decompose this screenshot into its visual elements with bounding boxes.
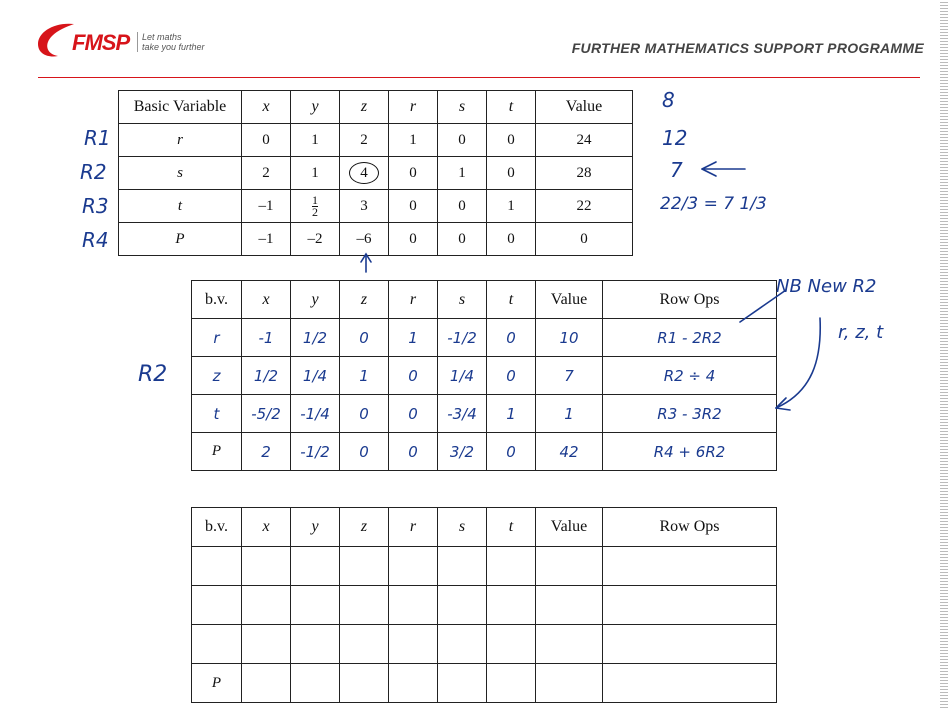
cell: [291, 586, 340, 625]
row-op: R1 - 2R2: [603, 319, 777, 357]
cell: 1: [389, 124, 438, 157]
cell: 2: [242, 433, 291, 471]
cell: [438, 586, 487, 625]
initial-simplex-tableau: [118, 90, 633, 256]
column-header: Row Ops: [603, 508, 777, 547]
cell: [389, 664, 438, 703]
table-row: [119, 190, 633, 223]
row-label-annotation: R2: [80, 160, 107, 184]
cell: 0: [487, 357, 536, 395]
cell: [291, 547, 340, 586]
ratio-annotation: 12: [662, 126, 688, 150]
table-row: [119, 124, 633, 157]
cell: [242, 586, 291, 625]
row-op: R4 + 6R2: [603, 433, 777, 471]
cell: 1: [487, 395, 536, 433]
basic-variable: s: [119, 157, 242, 190]
cell: [536, 547, 603, 586]
column-header: s: [438, 91, 487, 124]
table-row: [192, 625, 777, 664]
cell: 1: [438, 157, 487, 190]
cell: 0: [438, 223, 487, 256]
cell: 7: [536, 357, 603, 395]
cell: [487, 625, 536, 664]
basic-variable: z: [192, 357, 242, 395]
cell: [340, 547, 389, 586]
ratio-annotation: 22/3 = 7 1/3: [660, 194, 767, 214]
cell: [340, 625, 389, 664]
cell: 0: [340, 319, 389, 357]
cell: 0: [487, 124, 536, 157]
cell: 0: [389, 357, 438, 395]
table-row: [192, 395, 777, 433]
cell: 2: [242, 157, 291, 190]
cell: [291, 190, 340, 223]
cell: -1/2: [291, 433, 340, 471]
cell: [603, 664, 777, 703]
column-header: Value: [536, 508, 603, 547]
cell: 0: [487, 157, 536, 190]
cell: 0: [389, 157, 438, 190]
cell: 24: [536, 124, 633, 157]
header-divider: [38, 77, 920, 78]
cell: 1/4: [291, 357, 340, 395]
column-header: x: [242, 91, 291, 124]
cell: -3/4: [438, 395, 487, 433]
scrollbar[interactable]: [940, 0, 948, 708]
basis-annotation: r, z, t: [838, 322, 884, 343]
cell: 22: [536, 190, 633, 223]
cell: [603, 625, 777, 664]
logo-tagline: Let maths take you further: [137, 32, 205, 52]
basic-variable: P: [119, 223, 242, 256]
cell: [340, 664, 389, 703]
selected-row-arrow-icon: [702, 162, 745, 176]
programme-title: FURTHER MATHEMATICS SUPPORT PROGRAMME: [571, 40, 924, 56]
page-header: [0, 0, 948, 80]
column-header: t: [487, 91, 536, 124]
column-header: y: [291, 281, 340, 319]
column-header: Value: [536, 281, 603, 319]
column-header: s: [438, 508, 487, 547]
cell: –1: [242, 223, 291, 256]
row-label-annotation: R3: [82, 194, 109, 218]
cell: 0: [389, 190, 438, 223]
pivot-cell: [340, 157, 389, 190]
column-header: Value: [536, 91, 633, 124]
cell: –1: [242, 190, 291, 223]
table-row: [192, 319, 777, 357]
cell: 1: [389, 319, 438, 357]
cell: 1: [487, 190, 536, 223]
curved-arrow-icon: [776, 318, 820, 410]
column-header: x: [242, 508, 291, 547]
fraction: $\frac{1}{2}$: [312, 192, 318, 219]
column-header: r: [389, 281, 438, 319]
cell: 0: [340, 395, 389, 433]
cell: 0: [536, 223, 633, 256]
table-row: [192, 357, 777, 395]
cell: [291, 664, 340, 703]
cell: 1/2: [291, 319, 340, 357]
column-header: s: [438, 281, 487, 319]
cell: 0: [340, 433, 389, 471]
cell: [487, 664, 536, 703]
column-header: z: [340, 281, 389, 319]
table-row: [192, 586, 777, 625]
basic-variable: t: [119, 190, 242, 223]
column-header: z: [340, 508, 389, 547]
cell: 28: [536, 157, 633, 190]
cell: -5/2: [242, 395, 291, 433]
cell: [389, 625, 438, 664]
basic-variable: r: [192, 319, 242, 357]
column-header: t: [487, 281, 536, 319]
cell: 1: [291, 124, 340, 157]
cell: 1: [536, 395, 603, 433]
cell: [389, 547, 438, 586]
cell: 1: [291, 157, 340, 190]
row-op: R2 ÷ 4: [603, 357, 777, 395]
cell: 10: [536, 319, 603, 357]
cell: [340, 586, 389, 625]
second-simplex-tableau: [191, 280, 777, 471]
basic-variable: P: [192, 433, 242, 471]
basic-variable: t: [192, 395, 242, 433]
pivot-circle: 4: [349, 162, 379, 184]
cell: 0: [487, 319, 536, 357]
table-row: [119, 223, 633, 256]
basic-variable: P: [192, 664, 242, 703]
cell: [242, 625, 291, 664]
cell: 0: [438, 190, 487, 223]
cell: [242, 547, 291, 586]
column-header: z: [340, 91, 389, 124]
cell: 0: [487, 433, 536, 471]
cell: -1/2: [438, 319, 487, 357]
cell: 1: [340, 357, 389, 395]
blank-simplex-tableau: [191, 507, 777, 703]
cell: 3: [340, 190, 389, 223]
table-header-row: [192, 508, 777, 547]
column-header: Basic Variable: [119, 91, 242, 124]
cell: [603, 547, 777, 586]
column-header: x: [242, 281, 291, 319]
column-header: t: [487, 508, 536, 547]
row-label-annotation: R1: [84, 126, 111, 150]
row-label-annotation: R4: [82, 228, 109, 252]
column-header: Row Ops: [603, 281, 777, 319]
cell: [536, 586, 603, 625]
cell: 0: [487, 223, 536, 256]
cell: 0: [242, 124, 291, 157]
cell: [438, 625, 487, 664]
cell: [291, 625, 340, 664]
cell: –2: [291, 223, 340, 256]
table-row: [119, 157, 633, 190]
pivot-column-arrow-icon: [361, 254, 371, 272]
cell: [487, 547, 536, 586]
cell: –6: [340, 223, 389, 256]
cell: 0: [389, 223, 438, 256]
row-op: R3 - 3R2: [603, 395, 777, 433]
cell: 2: [340, 124, 389, 157]
table-row: [192, 664, 777, 703]
cell: 0: [389, 433, 438, 471]
cell: -1: [242, 319, 291, 357]
cell: [536, 625, 603, 664]
logo-text: FMSP: [72, 30, 130, 55]
cell: 1/4: [438, 357, 487, 395]
cell: [487, 586, 536, 625]
note-annotation: NB New R2: [776, 276, 877, 297]
column-header: b.v.: [192, 281, 242, 319]
basic-variable: r: [119, 124, 242, 157]
cell: [242, 664, 291, 703]
cell: [536, 664, 603, 703]
column-header: r: [389, 91, 438, 124]
cell: [438, 664, 487, 703]
table-header-row: [119, 91, 633, 124]
column-header: r: [389, 508, 438, 547]
column-header: y: [291, 91, 340, 124]
ratio-annotation: 7: [670, 158, 683, 182]
ratio-annotation: 8: [662, 88, 675, 112]
cell: -1/4: [291, 395, 340, 433]
cell: [603, 586, 777, 625]
cell: 42: [536, 433, 603, 471]
column-header: b.v.: [192, 508, 242, 547]
column-header: y: [291, 508, 340, 547]
cell: 0: [389, 395, 438, 433]
pivot-row-annotation: R2: [138, 362, 168, 387]
cell: [192, 547, 242, 586]
cell: [192, 586, 242, 625]
cell: [389, 586, 438, 625]
cell: [438, 547, 487, 586]
cell: [192, 625, 242, 664]
cell: 1/2: [242, 357, 291, 395]
cell: 0: [438, 124, 487, 157]
table-row: [192, 433, 777, 471]
cell: 3/2: [438, 433, 487, 471]
table-header-row: [192, 281, 777, 319]
table-row: [192, 547, 777, 586]
